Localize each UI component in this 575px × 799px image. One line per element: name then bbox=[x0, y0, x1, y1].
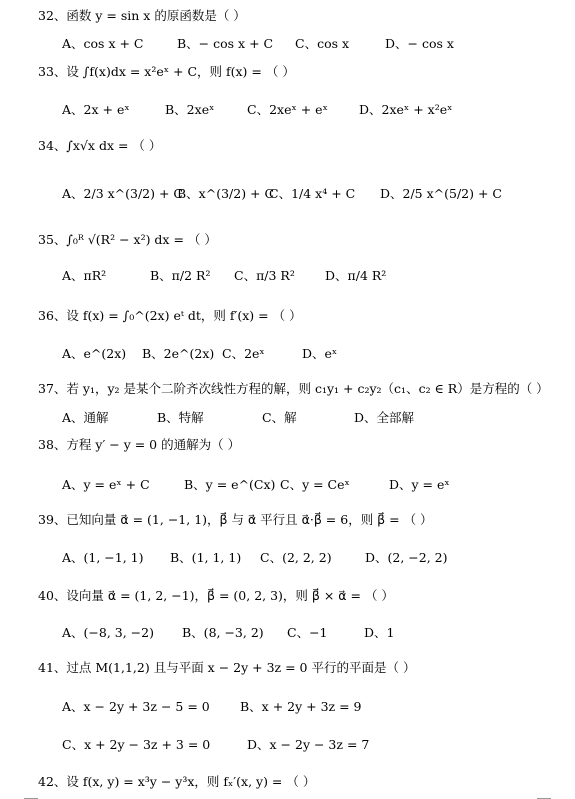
question-38-stem: 38、方程 y′ − y = 0 的通解为（ ） bbox=[38, 437, 241, 452]
option-b[interactable]: B、π/2 R² bbox=[150, 268, 211, 283]
option-d[interactable]: D、全部解 bbox=[354, 410, 415, 425]
option-c[interactable]: C、x + 2y − 3z + 3 = 0 bbox=[62, 737, 211, 752]
question-41-stem: 41、过点 M(1,1,2) 且与平面 x − 2y + 3z = 0 平行的平面是（ ） bbox=[38, 660, 416, 675]
option-d[interactable]: D、− cos x bbox=[385, 36, 454, 51]
option-b[interactable]: B、(1, 1, 1) bbox=[170, 550, 242, 565]
option-c[interactable]: C、cos x bbox=[295, 36, 350, 51]
question-32-stem: 32、函数 y = sin x 的原函数是（ ） bbox=[38, 8, 246, 23]
option-d[interactable]: D、y = eˣ bbox=[389, 477, 450, 492]
question-34-options bbox=[62, 186, 555, 226]
option-b[interactable]: B、y = e^(Cx) bbox=[184, 477, 276, 492]
option-c[interactable]: C、解 bbox=[262, 410, 297, 425]
option-a[interactable]: A、x − 2y + 3z − 5 = 0 bbox=[62, 699, 210, 714]
question-37-stem: 37、若 y₁，y₂ 是某个二阶齐次线性方程的解，则 c₁y₁ + c₂y₂（c₁、c₂ ∈ R）是方程的（ ） bbox=[38, 381, 549, 396]
option-a[interactable]: A、y = eˣ + C bbox=[62, 477, 150, 492]
question-36-options bbox=[62, 346, 555, 386]
question-40-stem: 40、设向量 α⃗ = (1, 2, −1)，β⃗ = (0, 2, 3)，则 β⃗ × α⃗ = （ ） bbox=[38, 588, 394, 603]
option-b[interactable]: B、x^(3/2) + C bbox=[177, 186, 275, 201]
option-a[interactable]: A、e^(2x) bbox=[62, 346, 127, 361]
option-d[interactable]: D、π/4 R² bbox=[325, 268, 387, 283]
option-b[interactable]: B、2xeˣ bbox=[165, 102, 215, 117]
question-41-options bbox=[62, 699, 555, 759]
option-a[interactable]: A、2x + eˣ bbox=[62, 102, 130, 117]
option-c[interactable]: C、(2, 2, 2) bbox=[260, 550, 332, 565]
option-a[interactable]: A、2/3 x^(3/2) + C bbox=[62, 186, 183, 201]
option-a[interactable]: A、(1, −1, 1) bbox=[62, 550, 144, 565]
option-a[interactable]: A、cos x + C bbox=[62, 36, 144, 51]
option-c[interactable]: C、−1 bbox=[287, 625, 328, 640]
question-33-stem: 33、设 ∫f(x)dx = x²eˣ + C，则 f(x) = （ ） bbox=[38, 64, 295, 79]
option-d[interactable]: D、(2, −2, 2) bbox=[365, 550, 448, 565]
option-d[interactable]: D、1 bbox=[364, 625, 395, 640]
option-c[interactable]: C、1/4 x⁴ + C bbox=[269, 186, 356, 201]
option-a[interactable]: A、(−8, 3, −2) bbox=[62, 625, 154, 640]
option-c[interactable]: C、π/3 R² bbox=[234, 268, 295, 283]
question-36-stem: 36、设 f(x) = ∫₀^(2x) eᵗ dt，则 f′(x) = （ ） bbox=[38, 308, 302, 323]
option-c[interactable]: C、2eˣ bbox=[222, 346, 265, 361]
option-b[interactable]: B、特解 bbox=[157, 410, 204, 425]
option-c[interactable]: C、y = Ceˣ bbox=[280, 477, 350, 492]
option-b[interactable]: B、2e^(2x) bbox=[142, 346, 215, 361]
option-b[interactable]: B、x + 2y + 3z = 9 bbox=[240, 699, 362, 714]
option-a[interactable]: A、通解 bbox=[62, 410, 109, 425]
question-34-stem: 34、∫x√x dx = （ ） bbox=[38, 138, 162, 153]
option-c[interactable]: C、2xeˣ + eˣ bbox=[247, 102, 328, 117]
question-33-options bbox=[62, 102, 555, 142]
option-d[interactable]: D、x − 2y − 3z = 7 bbox=[247, 737, 370, 752]
question-40-options bbox=[62, 625, 555, 665]
option-b[interactable]: B、− cos x + C bbox=[177, 36, 274, 51]
option-d[interactable]: D、2/5 x^(5/2) + C bbox=[380, 186, 502, 201]
option-a[interactable]: A、πR² bbox=[62, 268, 107, 283]
question-35-stem: 35、∫₀ᴿ √(R² − x²) dx = （ ） bbox=[38, 232, 217, 247]
question-39-options bbox=[62, 550, 555, 590]
option-d[interactable]: D、eˣ bbox=[302, 346, 338, 361]
option-b[interactable]: B、(8, −3, 2) bbox=[182, 625, 264, 640]
question-38-options bbox=[62, 477, 555, 517]
question-39-stem: 39、已知向量 α⃗ = (1, −1, 1)，β⃗ 与 α⃗ 平行且 α⃗·β⃗ = 6，则 β⃗ = （ ） bbox=[38, 512, 433, 527]
question-42-stem: 42、设 f(x, y) = x³y − y³x，则 fₓ′(x, y) = （ ） bbox=[38, 774, 316, 789]
question-35-options bbox=[62, 268, 555, 308]
option-d[interactable]: D、2xeˣ + x²eˣ bbox=[359, 102, 453, 117]
